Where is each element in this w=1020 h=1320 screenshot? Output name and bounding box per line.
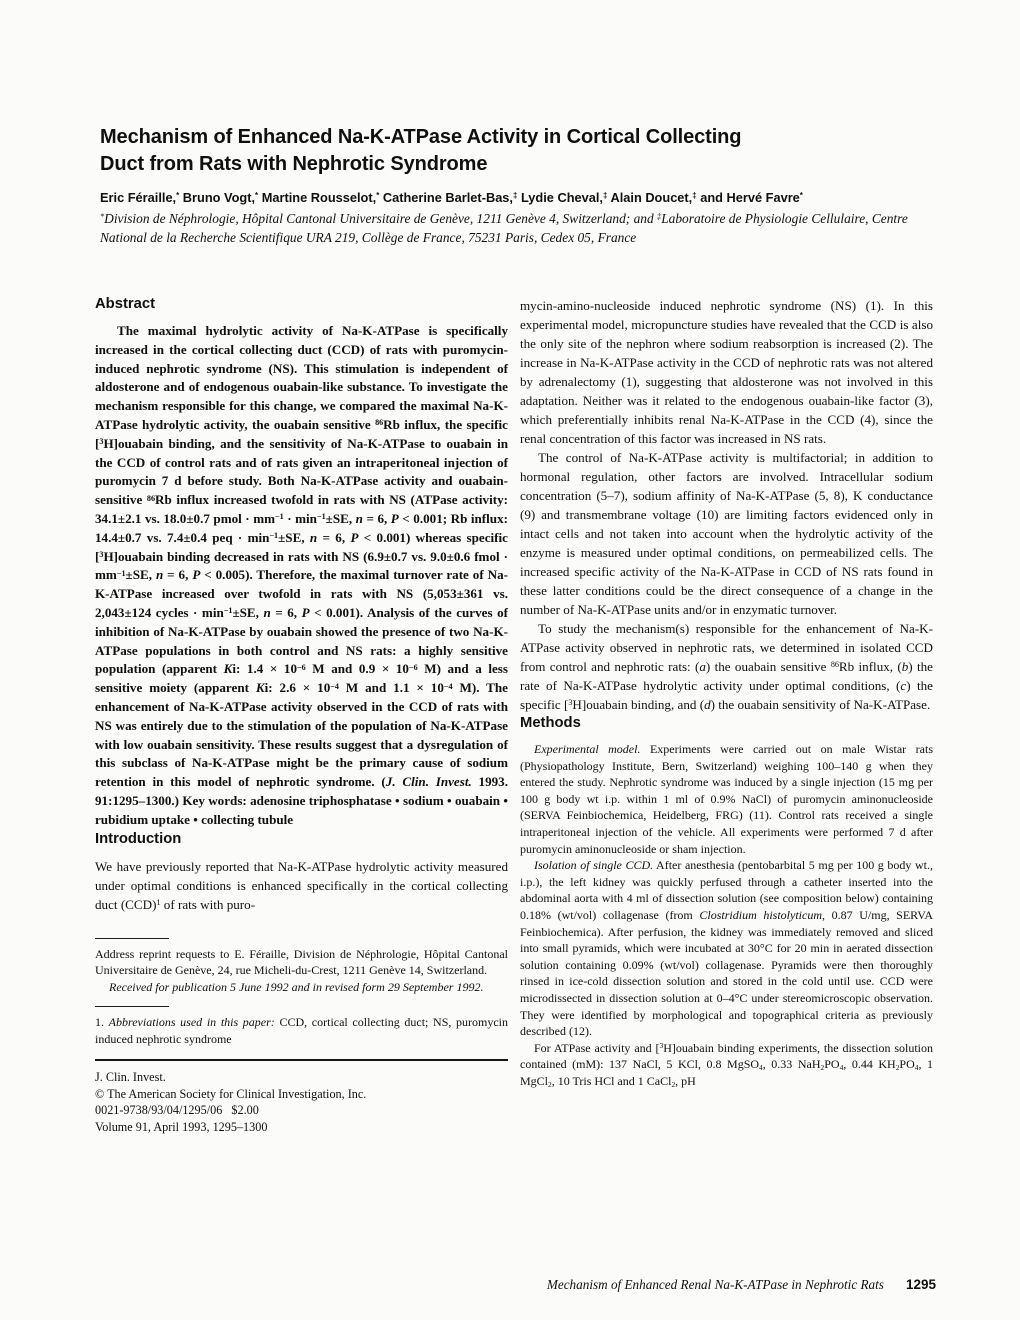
authors-line: Eric Féraille,* Bruno Vogt,* Martine Rousselot,* Catherine Barlet-Bas,‡ Lydie Cheval,‡ Alain Doucet,‡ and Hervé Favre*: [100, 190, 803, 205]
abbreviations-note: 1. Abbreviations used in this paper: CCD, cortical collecting duct; NS, puromycin induced nephrotic syndrome: [95, 1015, 509, 1046]
running-title: Mechanism of Enhanced Renal Na-K-ATPase in Nephrotic Rats: [546, 1277, 884, 1292]
right-column: [520, 296, 933, 1089]
affiliation-line: *Division de Néphrologie, Hôpital Cantonal Universitaire de Genève, 1211 Genève 4, Switzerland; and ‡Laboratoire de Physiologie Cellulaire, Centre National de la Recherche Scientifique URA 219, Collège de France, 75231 Paris, Cedex 05, France: [100, 211, 908, 245]
abstract-paragraph: The maximal hydrolytic activity of Na-K-ATPase is specifically increased in the cortical collecting duct (CCD) of rats with puromycin-induced nephrotic syndrome (NS). This stimulation is independent of aldosterone and of endogenous ouabain-like substance. To investigate the mechanism responsible for this change, we compared the maximal Na-K-ATPase hydrolytic activity, the ouabain sensitive $^{86}$Rb influx, the specific [$^3$H]ouabain binding, and the sensitivity of Na-K-ATPase to ouabain in the CCD of control rats and of rats given an intraperitoneal injection of puromycin 7 d before study. Both Na-K-ATPase activity and ouabain-sensitive $^{86}$Rb influx increased twofold in rats with NS (ATPase activity: 34.1±2.1 vs. 18.0±0.7 pmol · $mm^{-1} \cdot \min^{-1}\pm SE$, n = 6, P < 0.001; Rb influx: 14.4±0.7 vs. 7.4±0.4 peq · $\min^{-1}\pm SE$, n = 6, P < 0.001) whereas specific [$^3$H]ouabain binding decreased in rats with NS (6.9±0.7 vs. 9.0±0.6 fmol · $mm^{-1}\pm SE$, n = 6, P < 0.005). Therefore, the maximal turnover rate of Na-K-ATPase increased over twofold in rats with NS (5,053±361 vs. 2,043±124 cycles · $\min^{-1}\pm SE$, n = 6, P < 0.001). Analysis of the curves of inhibition of Na-K-ATPase by ouabain showed the presence of two Na-K-ATPase populations in both control and NS rats: a highly sensitive population (apparent Ki: $1.4 \times 10^{-6}$ M and $0.9 \times 10^{-6}$ M) and a less sensitive moiety (apparent Ki: $2.6 \times 10^{-4}$ M and $1.1 \times 10^{-4}$ M). The enhancement of Na-K-ATPase activity observed in the CCD of rats with NS was entirely due to the stimulation of the population of Na-K-ATPase with low ouabain sensitivity. These results suggest that a dysregulation of this subclass of Na-K-ATPase might be the primary cause of sodium retention in this model of nephrotic syndrome. (J. Clin. Invest. 1993. 91:1295–1300.) Key words: adenosine triphosphatase • sodium • ouabain • rubidium uptake • collecting tubule: [95, 323, 509, 827]
journal-volume: Volume 91, April 1993, 1295–1300: [95, 1119, 268, 1134]
journal-rule: [95, 1059, 508, 1061]
abbreviations-divider: [95, 1006, 169, 1007]
body-paragraph: The control of Na-K-ATPase activity is multifactorial; in addition to hormonal regulation, other factors are involved. Intracellular sodium concentration (5–7), sodium affinity of Na-K-ATPase (5, 8), K conductance (9) and transmembrane voltage (10) are limiting factors evidenced only in intact cells and not taken into account when the hydrolytic activity of the enzyme is measured under optimal conditions, on permeabilized cells. The increased specific activity of the Na-K-ATPase in CCD of NS rats found in these latter conditions could be the direct consequence of a change in the number of Na-K-ATPase units and/or in enzymatic turnover.: [520, 450, 933, 617]
body-paragraph: To study the mechanism(s) responsible for the enhancement of Na-K-ATPase activity observed in nephrotic rats, we determined in isolated CCD from control and nephrotic rats: (a) the ouabain sensitive $^{86}$Rb influx, (b) the rate of Na-K-ATPase hydrolytic activity under optimal conditions, (c) the specific [$^3$H]ouabain binding, and (d) the ouabain sensitivity of Na-K-ATPase.: [520, 621, 933, 712]
received-note: Received for publication 5 June 1992 and in revised form 29 September 1992.: [109, 979, 484, 994]
journal-name: J. Clin. Invest.: [95, 1070, 166, 1085]
title-block: [100, 124, 960, 247]
methods-paragraph: Experimental model. Experiments were carried out on male Wistar rats (Physiopathology Institute, Bern, Switzerland) weighing 100–140 g when they entered the study. Nephrotic syndrome was induced by a single injection (15 mg per 100 g body wt i.p. within 1 ml of 0.9% NaCl) of puromycin aminonucleoside (SERVA Feinbiochemica, Heidelberg, FRG) (11). Control rats received a single intraperitoneal injection of the vehicle. All experiments were performed 7 d after puromycin aminonucleoside or sham injection.: [520, 742, 933, 856]
footnote-divider: [95, 938, 169, 939]
page-title: Mechanism of Enhanced Na-K-ATPase Activity in Cortical Collecting Duct from Rats with Nephrotic Syndrome: [100, 126, 742, 175]
journal-block: [95, 1069, 508, 1135]
journal-copyright: © The American Society for Clinical Investigation, Inc.: [95, 1086, 367, 1101]
journal-issn-price: 0021-9738/93/04/1295/06 $2.00: [95, 1103, 259, 1118]
methods-heading: Methods: [520, 715, 581, 731]
reprint-address-note: Address reprint requests to E. Féraille, Division de Néphrologie, Hôpital Cantonal Universitaire de Genève, 24, rue Micheli-du-Crest, 1211 Genève 14, Switzerland.: [95, 946, 508, 978]
body-paragraph: mycin-amino-nucleoside induced nephrotic syndrome (NS) (1). In this experimental model, micropuncture studies have revealed that the CCD is also the only site of the nephron where sodium reabsorption is increased (2). The increase in Na-K-ATPase activity in the CCD of nephrotic rats was not altered by adrenalectomy (1), suggesting that aldosterone was not involved in this adaptation. Neither was it related to the endogenous ouabain-like factor (3), which preferentially inhibits renal Na-K-ATPase in the CCD (4), since the renal concentration of this factor was increased in NS rats.: [520, 298, 933, 446]
methods-paragraph: For ATPase activity and [$^3$H]ouabain binding experiments, the dissection solution contained (mM): 137 NaCl, 5 KCl, 0.8 MgSO$_4$, 0.33 $NaH_2PO_4$, 0.44 $KH_2PO_4$, 1 MgCl$_2$, 10 Tris HCl and 1 CaCl$_2$, pH: [520, 1040, 933, 1089]
methods-paragraph: Isolation of single CCD. After anesthesia (pentobarbital 5 mg per 100 g body wt., i.p.), the left kidney was quickly perfused through a catheter inserted into the abdominal aorta with 4 ml of dissection solution (see composition below) containing 0.18% (wt/vol) collagenase (from Clostridium histolyticum, 0.87 U/mg, SERVA Feinbiochemica). After perfusion, the kidney was immediately removed and sliced into small pyramids, which were incubated at 30°C for 20 min in aerated dissection solution containing 0.09% (wt/vol) collagenase. Pyramids were then thoroughly rinsed in ice-cold dissection solution and stored in the cold until use. CCD were microdissected in dissection solution at 0–4°C under stereomicroscopic observation. They were identified by morphological and topographical criteria as previously described (12).: [520, 858, 934, 1039]
abstract-heading: Abstract: [95, 296, 156, 312]
page-number: 1295: [905, 1277, 936, 1292]
left-column: [95, 295, 508, 1135]
page-footer: [95, 1276, 936, 1294]
introduction-paragraph: We have previously reported that Na-K-ATPase hydrolytic activity measured under optimal conditions is enhanced specifically in the cortical collecting duct (CCD)$^1$ of rats with puro-: [95, 858, 508, 912]
introduction-heading: Introduction: [95, 830, 182, 847]
